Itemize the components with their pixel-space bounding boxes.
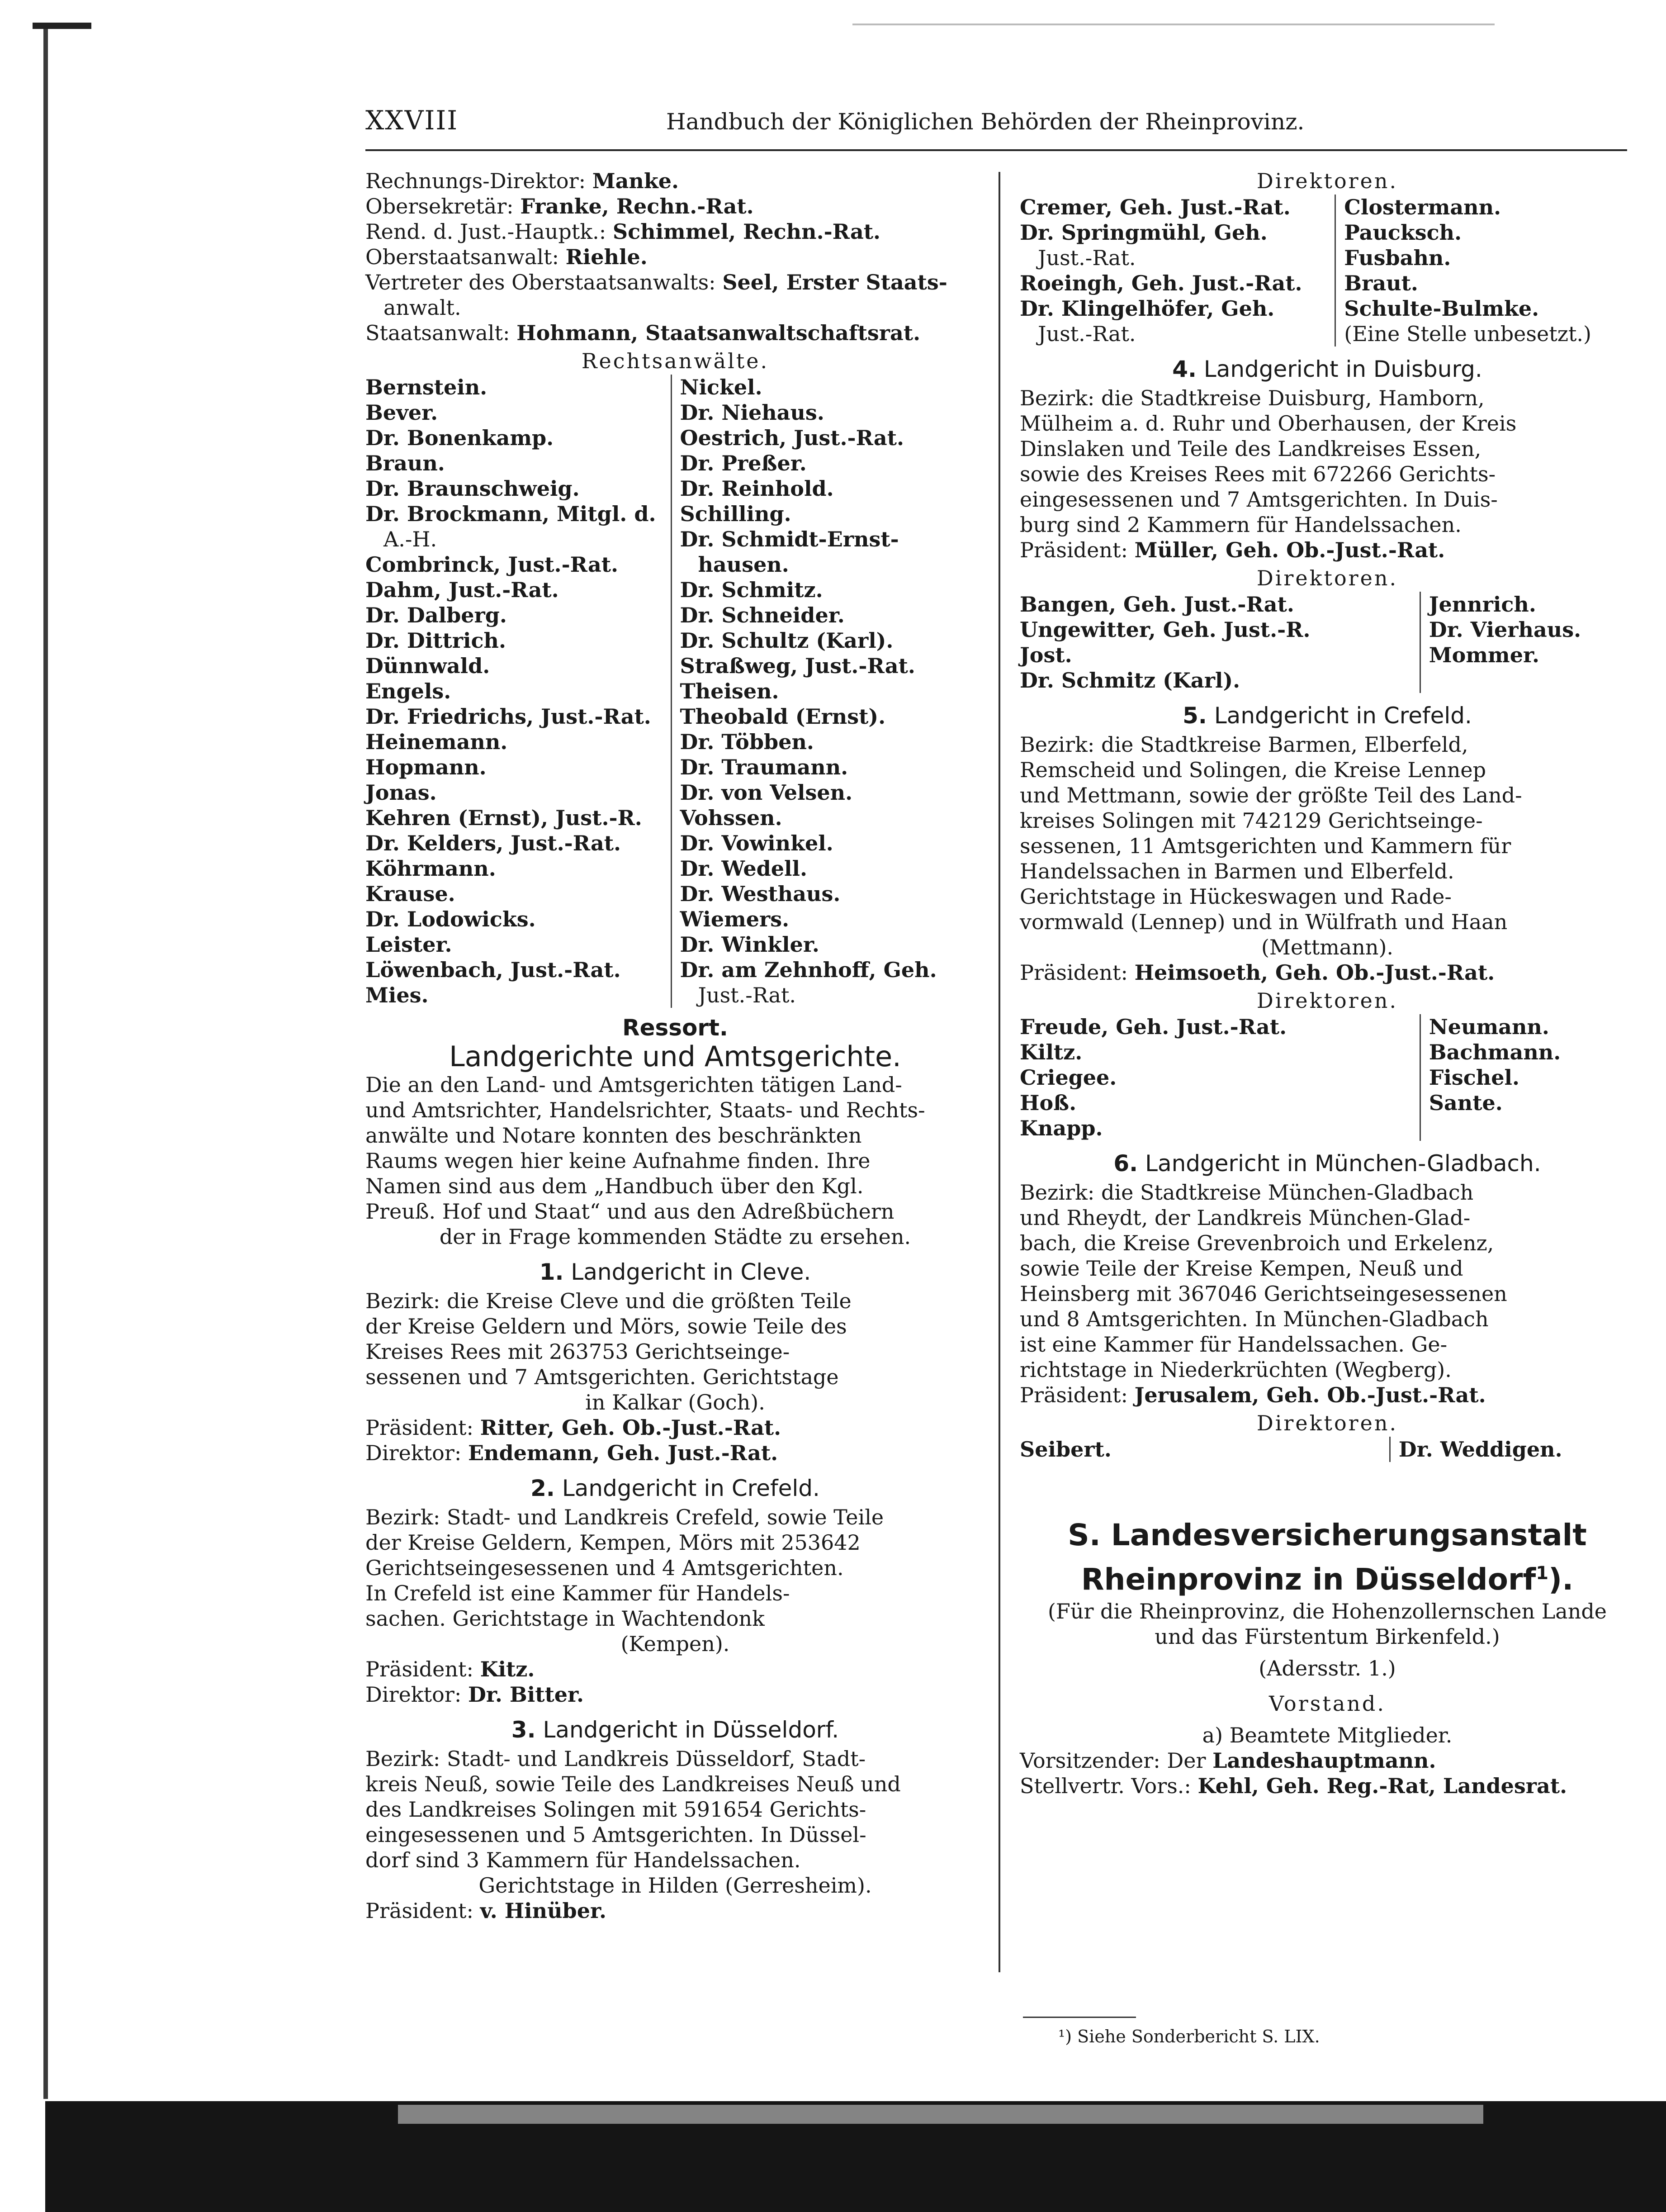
lawyer-entry: Dr. Westhaus. — [680, 882, 841, 906]
official-line: Rechnungs-Direktor: Manke. — [365, 169, 679, 193]
directors-table — [1020, 1014, 1635, 1141]
director-entry: Mommer. — [1429, 643, 1539, 667]
director-entry: Neumann. — [1429, 1015, 1549, 1039]
director-entry: Clostermann. — [1344, 195, 1501, 219]
directors-column-2 — [1420, 592, 1635, 693]
officials-list — [365, 168, 985, 346]
director-entry: Bachmann. — [1429, 1040, 1561, 1064]
lawyer-entry: Oestrich, Just.-Rat. — [680, 426, 904, 450]
left-column — [365, 168, 985, 1923]
lawyer-entry: Schilling. — [680, 502, 791, 526]
court-heading: 3. Landgericht in Düsseldorf. — [511, 1717, 839, 1743]
lawyers-column-2 — [671, 375, 985, 1008]
court-president: Präsident: Jerusalem, Geh. Ob.-Just.-Rat. — [1020, 1383, 1486, 1407]
board-subheading: a) Beamtete Mitglieder. — [1202, 1723, 1453, 1747]
court-district: Bezirk: die Stadtkreise Duisburg, Hamborn, Mülheim a. d. Ruhr und Oberhausen, der Kreis Dinslaken und Teile des Landkreises Essen, sowie des Kreises Rees mit 672266 Gerichts- eingesessenen und 7 Amtsgerichten. In Duis- burg sind 2 Kammern für Handelssachen. — [1020, 386, 1517, 537]
lawyer-entry: Nickel. — [680, 375, 762, 399]
official-line: Obersekretär: Franke, Rechn.-Rat. — [365, 194, 754, 218]
right-column — [1020, 168, 1635, 1799]
lawyer-entry: Dr. Braunschweig. — [365, 476, 580, 501]
director-entry: Bangen, Geh. Just.-Rat. — [1020, 592, 1294, 617]
directors-table — [1020, 1437, 1635, 1462]
director-entry: Dr. Schmitz (Karl). — [1020, 668, 1240, 693]
column-divider — [999, 172, 1000, 1972]
lawyer-entry: Dr. von Velsen. — [680, 780, 853, 805]
page-number: XXVIII — [365, 105, 459, 136]
director-entry: Ungewitter, Geh. Just.-R. — [1020, 617, 1311, 642]
directors-column-2 — [1420, 1014, 1635, 1141]
directors-heading: Direktoren. — [1256, 566, 1398, 590]
court-district: Bezirk: Stadt- und Landkreis Crefeld, sowie Teile der Kreise Geldern, Kempen, Mörs mit 253642 Gerichtseingesessenen und 4 Amtsgerichten. In Crefeld ist eine Kammer für Handels- sachen. Gerichtstage in Wachtendonk (Kempen). — [365, 1505, 884, 1656]
lawyer-entry: Theisen. — [680, 679, 779, 703]
lawyer-entry: Dr. Kelders, Just.-Rat. — [365, 831, 621, 855]
lawyer-entry: Dr. Wedell. — [680, 856, 808, 881]
footnote: ¹) Siehe Sonderbericht S. LIX. — [1058, 2027, 1320, 2046]
lawyer-entry: Theobald (Ernst). — [680, 704, 886, 729]
lawyer-entry: Dr. Többen. — [680, 730, 814, 754]
director-entry: Hoß. — [1020, 1091, 1077, 1115]
lawyer-entry: Löwenbach, Just.-Rat. — [365, 958, 621, 982]
lawyer-entry: Dr. Vowinkel. — [680, 831, 833, 855]
court-president: Präsident: Kitz. — [365, 1657, 535, 1681]
header-rule — [365, 149, 1627, 151]
director-entry: Dr. Vierhaus. — [1429, 617, 1581, 642]
official-line: Vertreter des Oberstaatsanwalts: Seel, Erster Staats- — [365, 270, 947, 294]
director-entry: Knapp. — [1020, 1116, 1103, 1140]
section-s-heading: S. Landesversicherungsanstalt Rheinprovinz in Düsseldorf$^1$). — [1068, 1518, 1587, 1597]
lawyer-entry: Dr. Dalberg. — [365, 603, 507, 627]
scan-strip — [398, 2105, 1483, 2124]
lawyer-entry: Engels. — [365, 679, 451, 703]
director-entry: Paucksch. — [1344, 220, 1462, 245]
court-heading: 6. Landgericht in München-Gladbach. — [1113, 1150, 1541, 1177]
lawyer-entry: Straßweg, Just.-Rat. — [680, 654, 915, 678]
director-entry: Just.-Rat. — [1038, 322, 1136, 346]
court-district: Bezirk: die Stadtkreise Barmen, Elberfeld, Remscheid und Solingen, die Kreise Lennep und Mettmann, sowie der größte Teil des Land- kreises Solingen mit 742129 Gerichtseinge- sessenen, 11 Amtsgerichten und Kammern für Handelssachen in Barmen und Elberfeld. Gerichtstage in Hückeswagen und Rade- vormwald (Lennep) und in Wülfrath und Haan (Mettmann). — [1020, 732, 1522, 959]
lawyer-entry: Dr. Bonenkamp. — [365, 426, 554, 450]
lawyer-entry: Dr. Friedrichs, Just.-Rat. — [365, 704, 651, 729]
lawyer-entry: A.-H. — [383, 527, 437, 551]
director-entry: Fischel. — [1429, 1065, 1519, 1090]
directors-column-1 — [1020, 1014, 1420, 1141]
lawyer-entry: Dr. Reinhold. — [680, 476, 834, 501]
board-heading: Vorstand. — [1269, 1691, 1386, 1716]
lawyer-entry: Köhrmann. — [365, 856, 496, 881]
lawyer-entry: Vohssen. — [680, 806, 782, 830]
director-entry: Sante. — [1429, 1091, 1503, 1115]
scan-margin — [0, 0, 50, 2212]
directors-heading: Direktoren. — [1256, 1411, 1398, 1435]
director-entry: Roeingh, Geh. Just.-Rat. — [1020, 271, 1302, 295]
director-entry: Jennrich. — [1429, 592, 1536, 617]
directors-column-1 — [1020, 592, 1420, 693]
lawyer-entry: Dr. Preßer. — [680, 451, 807, 475]
lawyer-entry: Dr. Schmidt-Ernst- — [680, 527, 899, 551]
section-s-scope: und das Fürstentum Birkenfeld.) — [1155, 1624, 1500, 1649]
directors-column-2 — [1389, 1437, 1635, 1462]
court-district: Bezirk: die Stadtkreise München-Gladbach und Rheydt, der Landkreis München-Glad- bach, die Kreise Grevenbroich und Erkelenz, sowie Teile der Kreise Kempen, Neuß und Heinsberg mit 367046 Gerichtseingesessenen und 8 Amtsgerichten. In München-Gladbach ist eine Kammer für Handelssachen. Ge- richtstage in Niederkrüchten (Wegberg). — [1020, 1180, 1507, 1382]
director-entry: (Eine Stelle unbesetzt.) — [1344, 322, 1592, 346]
section-heading: Landgerichte und Amtsgerichte. — [449, 1040, 901, 1073]
director-entry: Just.-Rat. — [1038, 246, 1136, 270]
official-line: Rend. d. Just.-Hauptk.: Schimmel, Rechn.-Rat. — [365, 219, 881, 244]
director-entry: Schulte-Bulmke. — [1344, 296, 1539, 321]
official-line: Oberstaatsanwalt: Riehle. — [365, 245, 648, 269]
scan-edge-shadow — [43, 27, 48, 2099]
court-heading: 1. Landgericht in Cleve. — [539, 1259, 811, 1285]
director-entry: Dr. Klingelhöfer, Geh. — [1020, 296, 1275, 321]
lawyer-entry: Heinemann. — [365, 730, 508, 754]
director-entry: Dr. Weddigen. — [1398, 1437, 1562, 1462]
director-entry: Braut. — [1344, 271, 1418, 295]
lawyer-entry: Wiemers. — [680, 907, 790, 931]
board-deputy: Stellvertr. Vors.: Kehl, Geh. Reg.-Rat, Landesrat. — [1020, 1774, 1567, 1798]
section-s-scope: (Für die Rheinprovinz, die Hohenzollernschen Lande — [1047, 1599, 1607, 1623]
lawyer-entry: Bernstein. — [365, 375, 487, 399]
director-entry: Seibert. — [1020, 1437, 1112, 1462]
ressort-heading: Ressort. — [622, 1015, 728, 1041]
lawyer-entry: Dr. Niehaus. — [680, 400, 824, 425]
lawyer-entry: Bever. — [365, 400, 438, 425]
court-district: Bezirk: Stadt- und Landkreis Düsseldorf, Stadt- kreis Neuß, sowie Teile des Landkreises Neuß und des Landkreises Solingen mit 591654 Gerichts- eingesessenen und 5 Amtsgerichten. In Düssel- dorf sind 3 Kammern für Handelssachen. Gerichtstage in Hilden (Gerresheim). — [365, 1747, 901, 1898]
board-chair: Vorsitzender: Der Landeshauptmann. — [1020, 1748, 1436, 1773]
court-heading: 5. Landgericht in Crefeld. — [1183, 703, 1472, 729]
court-director: Direktor: Endemann, Geh. Just.-Rat. — [365, 1441, 778, 1465]
page-header — [365, 105, 1627, 137]
official-line: anwalt. — [383, 295, 461, 320]
running-title: Handbuch der Königlichen Behörden der Rheinprovinz. — [666, 109, 1305, 135]
director-entry: Dr. Springmühl, Geh. — [1020, 220, 1268, 245]
directors-table — [1020, 592, 1635, 693]
lawyer-entry: Combrinck, Just.-Rat. — [365, 552, 619, 577]
intro-paragraph: Die an den Land- und Amtsgerichten tätigen Land- und Amtsrichter, Handelsrichter, Staats- und Rechts- anwälte und Notare konnten des beschränkten Raums wegen hier keine Aufnahme finden. Ihre Namen sind aus dem „Handbuch über den Kgl. Preuß. Hof und Staat“ und aus den Adreßbüchern der in Frage kommenden Städte zu ersehen. — [365, 1073, 925, 1249]
lawyer-entry: Krause. — [365, 882, 455, 906]
lawyer-entry: Dünnwald. — [365, 654, 490, 678]
lawyer-entry: Dr. Dittrich. — [365, 628, 506, 653]
directors-column-1 — [1020, 1437, 1389, 1462]
lawyer-entry: Dr. Schultz (Karl). — [680, 628, 894, 653]
lawyer-entry: Leister. — [365, 932, 452, 957]
court-president: Präsident: v. Hinüber. — [365, 1899, 607, 1923]
lawyer-entry: Kehren (Ernst), Just.-R. — [365, 806, 642, 830]
scan-bottom-band — [45, 2101, 1666, 2212]
director-entry: Jost. — [1020, 643, 1072, 667]
lawyer-entry: Just.-Rat. — [698, 983, 796, 1007]
court-director: Direktor: Dr. Bitter. — [365, 1682, 584, 1707]
lawyer-entry: hausen. — [698, 552, 789, 577]
lawyer-entry: Dahm, Just.-Rat. — [365, 578, 559, 602]
lawyer-entry: Dr. Winkler. — [680, 932, 819, 957]
director-entry: Kiltz. — [1020, 1040, 1083, 1064]
directors-column-2 — [1335, 195, 1635, 347]
director-entry: Cremer, Geh. Just.-Rat. — [1020, 195, 1291, 219]
directors-table — [1020, 195, 1635, 347]
director-entry: Freude, Geh. Just.-Rat. — [1020, 1015, 1287, 1039]
lawyer-entry: Dr. Schneider. — [680, 603, 845, 627]
court-president: Präsident: Heimsoeth, Geh. Ob.-Just.-Rat. — [1020, 960, 1495, 985]
directors-heading: Direktoren. — [1256, 169, 1398, 193]
court-heading: 4. Landgericht in Duisburg. — [1172, 356, 1482, 382]
footnote-rule — [1023, 2017, 1136, 2018]
court-president: Präsident: Ritter, Geh. Ob.-Just.-Rat. — [365, 1415, 781, 1440]
lawyers-table — [365, 375, 985, 1008]
lawyer-entry: Dr. am Zehnhoff, Geh. — [680, 958, 937, 982]
lawyer-entry: Dr. Brockmann, Mitgl. d. — [365, 502, 656, 526]
lawyers-heading: Rechtsanwälte. — [581, 349, 769, 373]
lawyer-entry: Braun. — [365, 451, 445, 475]
directors-heading: Direktoren. — [1256, 988, 1398, 1013]
court-president: Präsident: Müller, Geh. Ob.-Just.-Rat. — [1020, 538, 1445, 562]
lawyer-entry: Hopmann. — [365, 755, 487, 779]
section-s-address: (Adersstr. 1.) — [1259, 1656, 1396, 1680]
lawyer-entry: Mies. — [365, 983, 429, 1007]
scan-corner-mark — [33, 23, 91, 29]
directors-column-1 — [1020, 195, 1335, 347]
director-entry: Criegee. — [1020, 1065, 1117, 1090]
lawyer-entry: Dr. Traumann. — [680, 755, 848, 779]
lawyer-entry: Jonas. — [365, 780, 437, 805]
lawyer-entry: Dr. Schmitz. — [680, 578, 823, 602]
scan-top-rule — [852, 24, 1495, 25]
director-entry: Fusbahn. — [1344, 246, 1451, 270]
official-line: Staatsanwalt: Hohmann, Staatsanwaltschaftsrat. — [365, 321, 921, 345]
court-district: Bezirk: die Kreise Cleve und die größten Teile der Kreise Geldern und Mörs, sowie Teile des Kreises Rees mit 263753 Gerichtseinge- sessenen und 7 Amtsgerichten. Gerichtstage in Kalkar (Goch). — [365, 1289, 852, 1415]
lawyer-entry: Dr. Lodowicks. — [365, 907, 536, 931]
court-heading: 2. Landgericht in Crefeld. — [530, 1475, 820, 1501]
lawyers-column-1 — [365, 375, 671, 1008]
